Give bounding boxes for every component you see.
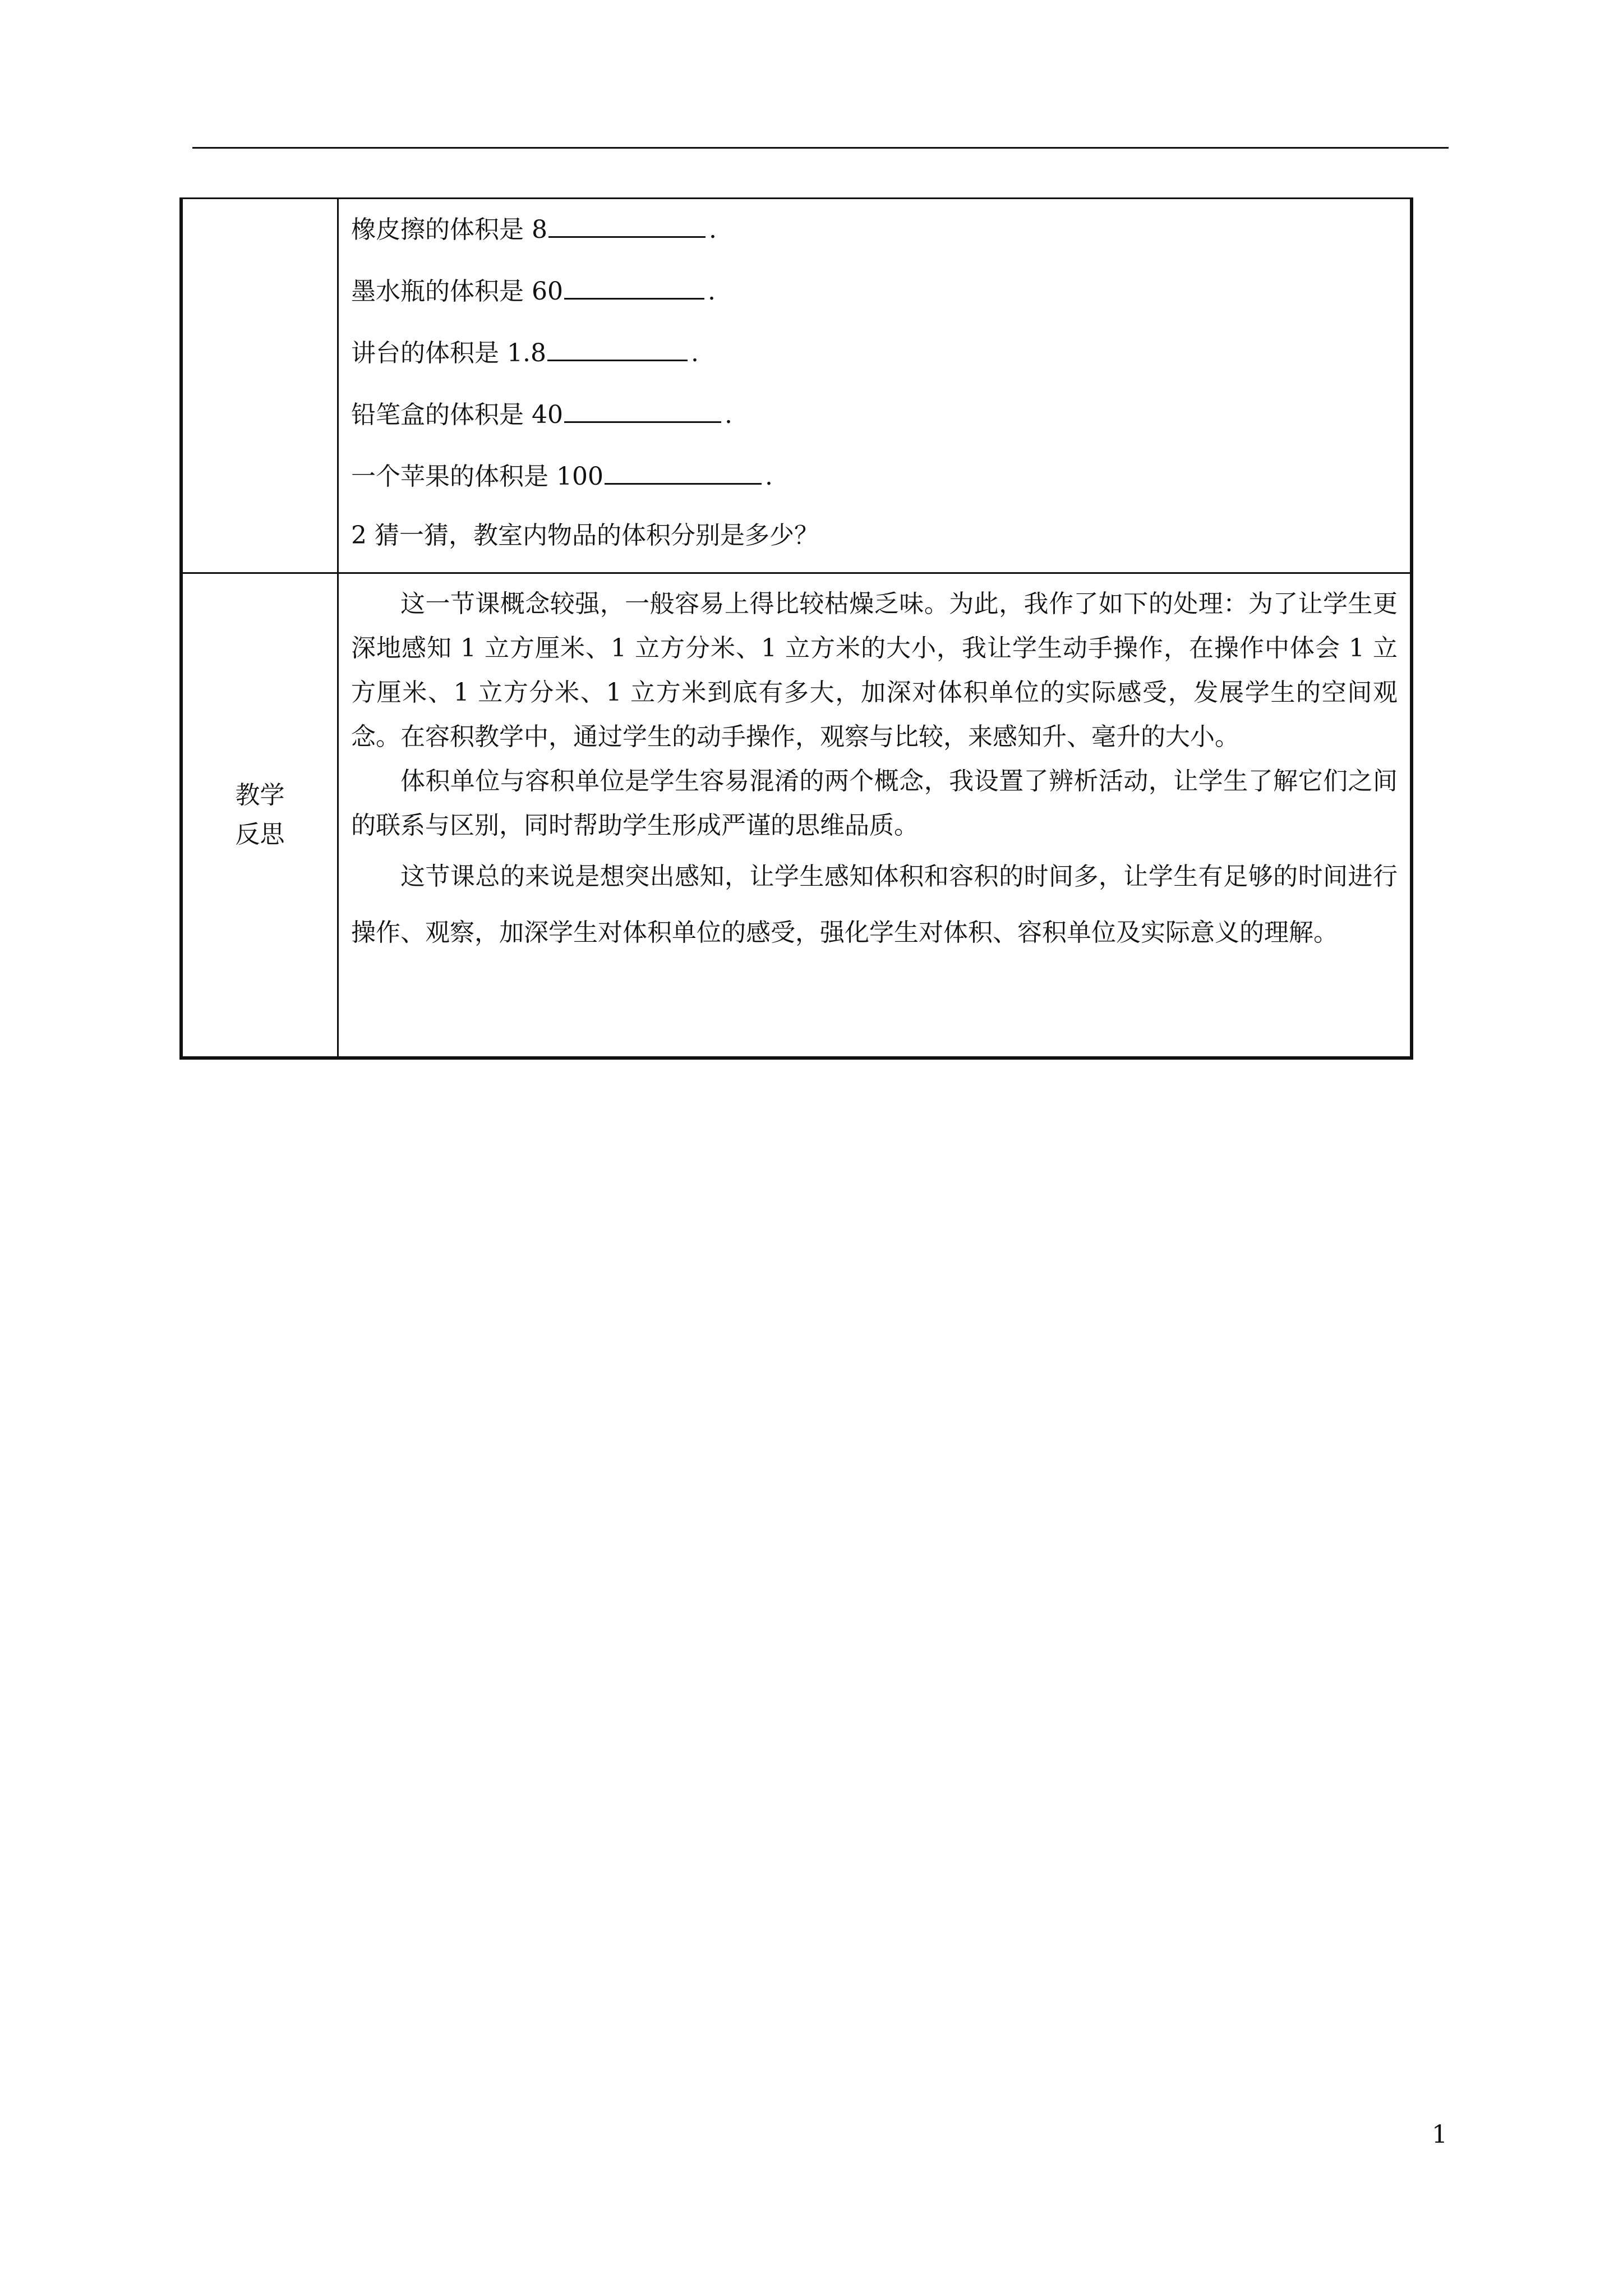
exercise-eraser — [351, 210, 1410, 244]
exercise-ink-bottle — [351, 272, 1410, 306]
exercise-end: . — [707, 277, 716, 306]
exercise-list — [339, 199, 1410, 553]
reflection-paragraph: 这一节课概念较强，一般容易上得比较枯燥乏味。为此，我作了如下的处理：为了让学生更深地感知 1 立方厘米、1 立方分米、1 立方米的大小，我让学生动手操作，在操作中体会 1 立方厘米、1 立方分米、1 立方米到底有多大，加深对体积单位的实际感受，发展学生的空间观念。在容积教学中，通过学生的动手操作，观察与比较，来感知升、毫升的大小。 — [351, 590, 1398, 751]
exercise-text: 讲台的体积是 1.8 — [351, 339, 546, 367]
answer-blank[interactable] — [547, 334, 688, 361]
reflection-paragraph: 体积单位与容积单位是学生容易混淆的两个概念，我设置了辨析活动，让学生了解它们之间的联系与区别，同时帮助学生形成严谨的思维品质。 — [351, 767, 1398, 840]
exercise-apple — [351, 457, 1410, 491]
reflection-content-cell — [338, 573, 1412, 1059]
exercise-text: 铅笔盒的体积是 40 — [351, 401, 563, 429]
exercise-text: 一个苹果的体积是 100 — [351, 462, 603, 491]
exercise-end: . — [724, 401, 732, 429]
reflection-label-line1: 教学 — [235, 781, 285, 809]
answer-blank[interactable] — [605, 457, 762, 485]
answer-blank[interactable] — [564, 395, 721, 423]
reflection-text — [339, 574, 1410, 961]
page-number: 1 — [1432, 2120, 1447, 2149]
lesson-table — [179, 197, 1413, 1060]
exercise-content-cell — [338, 199, 1412, 573]
reflection-paragraph: 这节课总的来说是想突出感知，让学生感知体积和容积的时间多，让学生有足够的时间进行操作、观察，加深学生对体积单位的感受，强化学生对体积、容积单位及实际意义的理解。 — [351, 862, 1398, 947]
reflection-row — [181, 573, 1412, 1059]
header-rule — [192, 147, 1449, 149]
reflection-label-cell — [181, 573, 338, 1059]
reflection-label-line2: 反思 — [235, 820, 285, 849]
exercise-end: . — [764, 462, 773, 491]
exercise-label-cell — [181, 199, 338, 573]
exercise-end: . — [708, 215, 717, 244]
answer-blank[interactable] — [548, 210, 706, 238]
answer-blank[interactable] — [564, 272, 704, 300]
exercise-row — [181, 199, 1412, 573]
exercise-end: . — [690, 339, 699, 367]
exercise-text: 墨水瓶的体积是 60 — [351, 277, 563, 306]
exercise-pencil-box — [351, 395, 1410, 429]
exercise-podium — [351, 334, 1410, 367]
exercise-text: 橡皮擦的体积是 8 — [351, 215, 547, 244]
guess-question: 2 猜一猜，教室内物品的体积分别是多少？ — [351, 521, 819, 550]
